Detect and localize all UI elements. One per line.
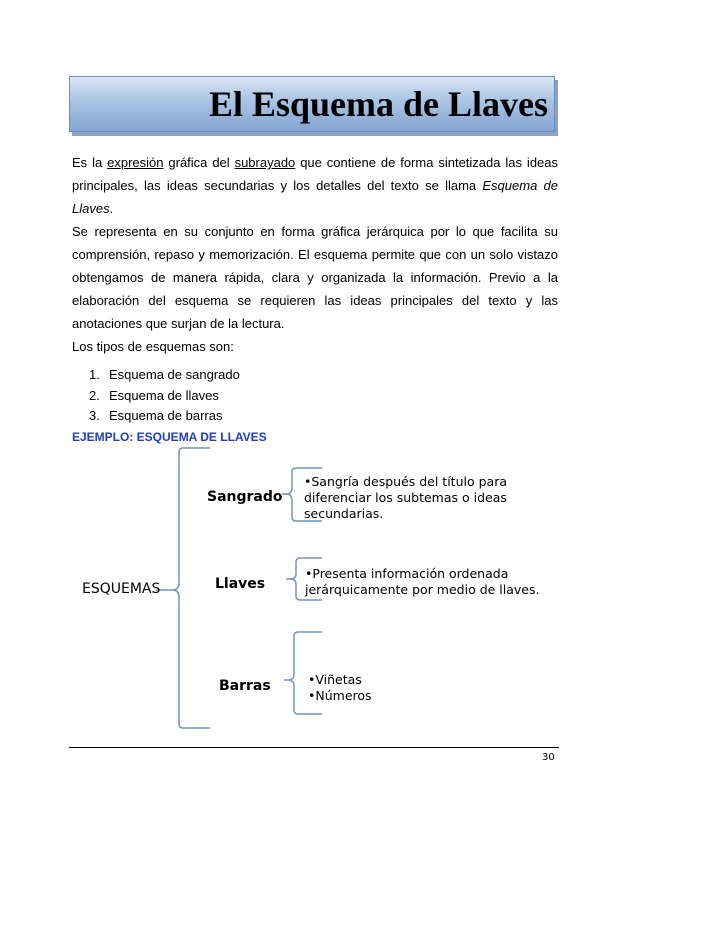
list-item-label: Esquema de llaves: [109, 387, 219, 403]
paragraph-2: Se representa en su conjunto en forma gráfica jerárquica por lo que facilita su comprensión, repaso y memorización. El esquema permite que con un solo vistazo obtengamos de manera rápida, clara y organizada la información. Previo a la elaboración del esquema se requieren las ideas principales del texto y las anotaciones que surjan de la lectura.: [72, 224, 558, 331]
note-line: •Sangría después del título para: [304, 474, 507, 489]
page-title: El Esquema de Llaves: [208, 84, 548, 124]
text-run: .: [109, 201, 114, 216]
note-line: jerárquicamente por medio de llaves.: [305, 582, 540, 597]
text-run: Es la: [72, 155, 108, 170]
underlined-term: expresión: [107, 155, 164, 170]
footer-line: [69, 747, 559, 748]
example-heading: EJEMPLO: ESQUEMA DE LLAVES: [72, 429, 267, 444]
branch-barras: Barras: [219, 678, 271, 694]
underlined-term: subrayado: [234, 155, 296, 170]
list-item-label: Esquema de barras: [109, 408, 223, 423]
italic-term: Esquema de Llaves: [72, 178, 558, 216]
note-line: •Presenta información ordenada: [305, 566, 509, 581]
main-brace: [156, 448, 210, 728]
page-number: 30: [542, 752, 555, 763]
note-sangrado: [304, 474, 507, 522]
list-item-label: Esquema de sangrado: [109, 367, 240, 382]
note-line: secundarias.: [304, 506, 384, 521]
diagram-root: ESQUEMAS: [82, 581, 161, 597]
branch-sangrado: Sangrado: [207, 489, 283, 505]
list-number: 3.: [89, 408, 100, 423]
text-run: gráfica del: [163, 155, 235, 170]
note-line: •Números: [308, 688, 372, 703]
note-barras: [308, 672, 372, 704]
note-line: diferenciar los subtemas o ideas: [304, 490, 507, 505]
list-number: 1.: [89, 367, 100, 382]
list-number: 2.: [89, 387, 100, 403]
types-intro: Los tipos de esquemas son:: [72, 339, 234, 354]
note-line: •Viñetas: [308, 672, 362, 687]
text-run: que contiene de forma sintetizada las ideas principales, las ideas secundarias y los detalles del texto se llama: [72, 155, 559, 193]
branch-llaves: Llaves: [215, 576, 266, 592]
note-llaves: [305, 566, 539, 598]
